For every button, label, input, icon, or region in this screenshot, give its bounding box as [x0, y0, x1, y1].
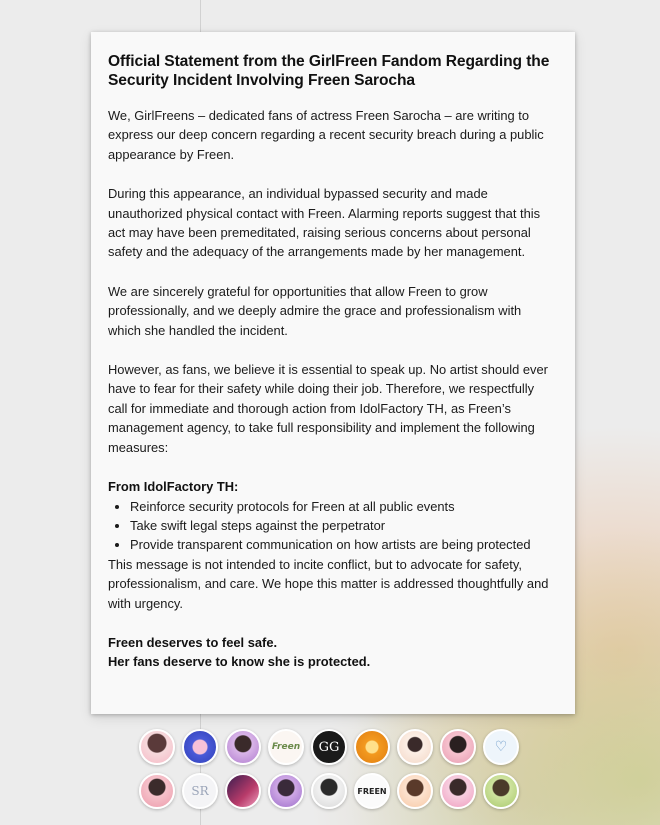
measure-item: • Take swift legal steps against the perpetrator [130, 516, 553, 535]
fanclub-avatars [139, 729, 525, 817]
avatar [139, 729, 175, 765]
avatar [182, 729, 218, 765]
avatar-row-1 [139, 729, 525, 765]
measures-heading: From IdolFactory TH: [108, 479, 239, 495]
avatar: GG [311, 729, 347, 765]
final-line: Freen deserves to feel safe. [108, 634, 278, 650]
final-line: Her fans deserve to know she is protected. [108, 654, 371, 670]
avatar [139, 773, 175, 809]
statement-card [91, 32, 575, 714]
avatar: SR [182, 773, 218, 809]
avatar: Freen [268, 729, 304, 765]
avatar [225, 729, 261, 765]
avatar: ♡ [483, 729, 519, 765]
avatar [354, 729, 390, 765]
avatar [483, 773, 519, 809]
avatar [397, 729, 433, 765]
closing-paragraph: This message is not intended to incite conflict, but to advocate for safety, professionalism, and care. We hope this matter is addressed thoughtfully and with urgency. [108, 556, 549, 611]
paragraph-call-to-action: However, as fans, we believe it is essential to speak up. No artist should ever have to fear for their safety while doing their job. Therefore, we respectfully call for immediate and thorough action from IdolFactory TH, as Freen’s management agency, to take full responsibility and implement the following measures: [108, 362, 548, 455]
avatar [440, 729, 476, 765]
paragraph-intro: We, GirlFreens – dedicated fans of actress Freen Sarocha – are writing to express our deep concern regarding a recent security breach during a public appearance by Freen. [108, 108, 544, 162]
avatar [440, 773, 476, 809]
measure-item: • Provide transparent communication on how artists are being protected [130, 535, 553, 554]
avatar: FREEN [354, 773, 390, 809]
avatar [225, 773, 261, 809]
avatar [311, 773, 347, 809]
paragraph-incident: During this appearance, an individual bypassed security and made unauthorized physical contact with Freen. Alarming reports suggest that this act may have been premeditated, raising serious concerns about personal safety and the adequacy of the arrangements made by her management. [108, 186, 541, 260]
paragraph-gratitude: We are sincerely grateful for opportunities that allow Freen to grow professionally, and we deeply admire the grace and professionalism with which she handled the incident. [108, 283, 522, 338]
statement-title: Official Statement from the GirlFreen Fandom Regarding the Security Incident Involving Freen Sarocha [108, 53, 550, 89]
avatar [268, 773, 304, 809]
measure-item: • Reinforce security protocols for Freen at all public events [130, 497, 553, 516]
avatar-row-2 [139, 773, 525, 809]
measures-list [108, 497, 553, 555]
avatar [397, 773, 433, 809]
